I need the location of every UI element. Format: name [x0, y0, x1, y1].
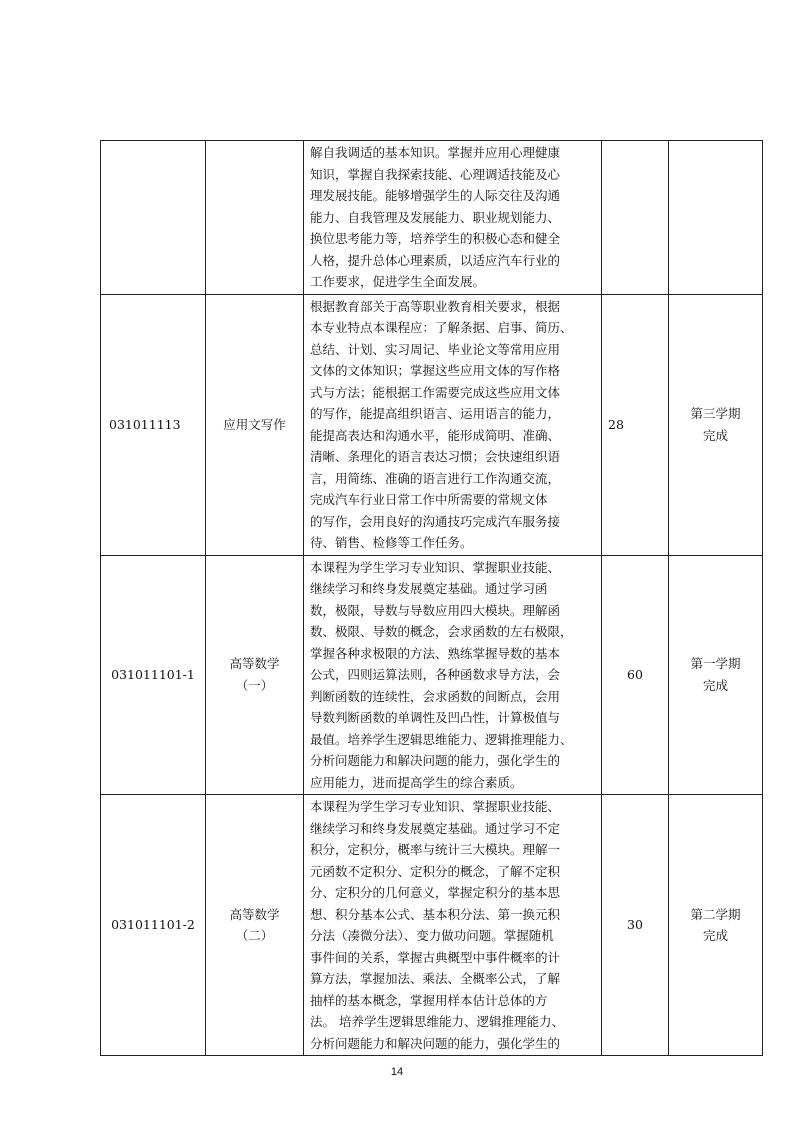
table-row [101, 294, 763, 555]
course-code-cell: 031011101-2 [101, 795, 206, 1056]
course-hours-cell: 60 [602, 555, 669, 795]
course-term-cell [669, 555, 763, 795]
course-code-cell [101, 141, 206, 295]
table-row [101, 555, 763, 795]
course-hours-cell: 30 [602, 795, 669, 1056]
course-name-cell [206, 141, 304, 295]
course-code-cell: 031011101-1 [101, 555, 206, 795]
course-term: 第一学期 完成 [690, 656, 741, 693]
course-description-cell [304, 294, 602, 555]
course-description-cell [304, 795, 602, 1056]
course-name-cell [206, 294, 304, 555]
course-description: 根据教育部关于高等职业教育相关要求，根据 本专业特点本课程应：了解条据、启事、简历、 总结、计划、实习周记、毕业论文等常用应用 文体的文体知识；掌握这些应用文体的写作格 式与方法；能根据工作需要完成这些应用文体 的写作，能提高组织语言、运用语言的能力， 能提高表达和沟通水平，能形成简明、准确、 清晰、条理化的语言表达习惯；会快速组织语 言，用简练、准确的语言进行工作沟通交流， 完成汽车行业日常工作中所需要的常规文体 的写作，会用良好的沟通技巧完成汽车服务接 待、销售、检修等工作任务。 [310, 298, 573, 550]
course-term-cell [669, 141, 763, 295]
table-row [101, 795, 763, 1056]
course-hours-cell: 28 [602, 294, 669, 555]
course-table [100, 140, 763, 1056]
page-number: 14 [390, 1066, 404, 1078]
course-description: 本课程为学生学习专业知识、掌握职业技能、 继续学习和终身发展奠定基础。通过学习函 数，极限，导数与导数应用四大模块。理解函 数、极限、导数的概念，会求函数的左右极限， 掌握各种求极限的方法、熟练掌握导数的基本 公式，四则运算法则，各种函数求导方法，会 判断函数的连续性，会求函数的间断点，会用 导数判断函数的单调性及凹凸性，计算极值与 最值。培养学生逻辑思维能力、逻辑推理能力、 分析问题能力和解决问题的能力，强化学生的 应用能力，进而提高学生的综合素质。 [310, 559, 573, 790]
course-name: 高等数学 （二） [229, 906, 280, 943]
course-hours-cell [602, 141, 669, 295]
course-name-cell [206, 795, 304, 1056]
course-term-cell [669, 294, 763, 555]
course-term: 第三学期 完成 [690, 406, 741, 443]
course-code-cell: 031011113 [101, 294, 206, 555]
course-name: 高等数学 （一） [229, 656, 280, 693]
course-term: 第二学期 完成 [690, 906, 741, 943]
course-description-cell [304, 141, 602, 295]
course-name: 应用文写作 [223, 416, 286, 432]
course-term-cell [669, 795, 763, 1056]
course-description: 解自我调适的基本知识。掌握并应用心理健康 知识，掌握自我探索技能、心理调适技能及心 理发展技能。能够增强学生的人际交往及沟通 能力、自我管理及发展能力、职业规划能力、 换位思考能力等，培养学生的积极心态和健全 人格，提升总体心理素质，以适应汽车行业的 工作要求，促进学生全面发展。 [310, 145, 561, 289]
course-name-cell [206, 555, 304, 795]
table-row [101, 141, 763, 295]
course-description: 本课程为学生学习专业知识、掌握职业技能、 继续学习和终身发展奠定基础。通过学习不定 积分，定积分，概率与统计三大模块。理解一 元函数不定积分、定积分的概念，了解不定积 分、定积分的几何意义，掌握定积分的基本思 想、积分基本公式、基本积分法、第一换元积 分法（凑微分法）、变力做功问题。掌握随机 事件间的关系，掌握古典概型中事件概率的计 算方法，掌握加法、乘法、全概率公式，了解 抽样的基本概念，掌握用样本估计总体的方 法。 培养学生逻辑思维能力、逻辑推理能力、 分析问题能力和解决问题的能力，强化学生的 [310, 799, 564, 1051]
course-description-cell [304, 555, 602, 795]
